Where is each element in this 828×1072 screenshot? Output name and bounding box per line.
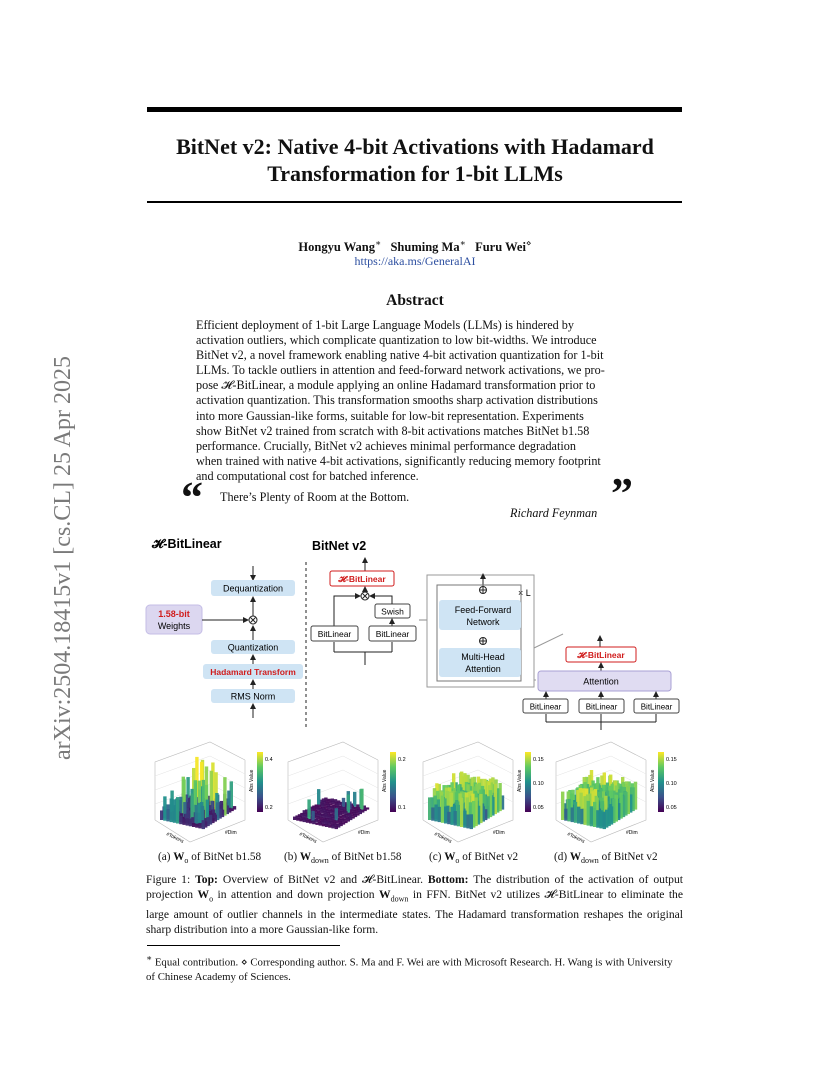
subcaption-subscript: down xyxy=(311,856,329,866)
footnote-mark: ∗ xyxy=(146,953,153,963)
bitnet-v2-title: BitNet v2 xyxy=(312,539,367,553)
colorbar-tick: 0.05 xyxy=(533,805,544,811)
bitlinear-label: BitLinear xyxy=(317,629,352,639)
author-name: Hongyu Wang xyxy=(298,240,375,255)
caption-text: The distribution of the activation of output projection xyxy=(146,873,683,902)
subcaption-prefix: (c) xyxy=(429,851,445,863)
colorbar xyxy=(390,752,396,812)
subcaption-d xyxy=(554,851,658,865)
dim-axis-label: #Dim xyxy=(225,830,237,836)
attention-label: Attention xyxy=(583,676,619,687)
author-mark: ∗ xyxy=(374,238,382,248)
dim-axis-label: #Dim xyxy=(358,830,370,836)
mha-label: Attention xyxy=(465,664,501,674)
abstract-line: performance. Crucially, BitNet v2 achieves minimal performance degradation xyxy=(196,438,576,453)
mha-label: Multi-Head xyxy=(461,652,505,662)
bitlinear-label: BitLinear xyxy=(585,702,618,712)
caption-text: in FFN. BitNet v2 utilizes 𝓗-BitLinear to eliminate the large amount of outlier channels in the intermediate states. The Hadamard transformation reshapes the original sharp distribution into a more Gaussian-like form. xyxy=(146,888,683,936)
swish-label: Swish xyxy=(381,606,404,617)
colorbar-tick: 0.1 xyxy=(398,805,406,811)
caption-label: Figure 1: xyxy=(146,873,196,886)
title-top-rule xyxy=(147,107,682,112)
abstract-line: activation outliers, which complicate quantization to low bit-widths. We introduce xyxy=(196,333,597,348)
tokens-axis-label: #Tokens xyxy=(298,831,318,845)
colorbar-tick: 0.2 xyxy=(398,757,406,763)
surface-plot xyxy=(155,742,273,845)
caption-text: Overview of BitNet v2 and 𝓗-BitLinear. xyxy=(217,873,428,886)
caption-subscript: down xyxy=(390,894,409,904)
colorbar xyxy=(257,752,263,812)
footnote-text: Equal contribution. ⋄ Corresponding author. S. Ma and F. Wei are with Microsoft Research. H. Wang is with University of Chinese Academy of Sciences. xyxy=(146,956,673,983)
subcaption-text: of BitNet b1.58 xyxy=(188,851,262,863)
subcaption-subscript: o xyxy=(455,856,460,866)
surface-plot xyxy=(556,742,677,845)
hbitlinear-title: 𝓗-BitLinear xyxy=(152,537,222,551)
tokens-axis-label: #Tokens xyxy=(165,831,185,845)
bitlinear-label: BitLinear xyxy=(529,702,562,712)
caption-top-label: Top: xyxy=(195,873,218,886)
author-name: Furu Wei xyxy=(475,240,526,255)
repeat-label: × L xyxy=(518,588,531,598)
abstract-line: pose 𝓗-BitLinear, a module applying an online Hadamard transformation prior to xyxy=(196,378,596,393)
subcaption-prefix: (b) xyxy=(284,851,300,863)
caption-subscript: o xyxy=(209,894,214,904)
dim-axis-label: #Dim xyxy=(626,830,638,836)
hbitlinear-right-label: 𝓗-BitLinear xyxy=(577,650,625,660)
weights-bits-label: 1.58-bit xyxy=(158,609,190,619)
hbitlinear-top-label: 𝓗-BitLinear xyxy=(338,574,386,584)
colorbar-tick: 0.10 xyxy=(533,781,544,787)
colorbar-axis-label: Abs Value xyxy=(517,769,523,792)
caption-symbol: W xyxy=(379,888,391,902)
title-line-2: Transformation for 1-bit LLMs xyxy=(267,161,563,186)
subcaption-text: of BitNet v2 xyxy=(459,851,519,863)
subcaption-prefix: (a) xyxy=(158,851,174,863)
abstract-line: into more Gaussian-like forms, suitable for low-bit representation. Experiments xyxy=(196,408,584,423)
colorbar-axis-label: Abs Value xyxy=(249,769,255,792)
author-mark: ∗ xyxy=(459,238,466,248)
quote-close-mark: ” xyxy=(611,469,633,518)
abstract-line: LLMs. To tackle outliers in attention and feed-forward network activations, we pro- xyxy=(196,363,605,378)
subcaption-symbol: W xyxy=(444,851,456,863)
surface-plot xyxy=(288,742,406,845)
footnote-rule xyxy=(147,945,340,946)
activation-plots xyxy=(155,742,677,845)
author-mark: ⋄ xyxy=(525,238,532,248)
quantization-label: Quantization xyxy=(227,642,279,653)
weights-label: Weights xyxy=(157,621,191,631)
caption-text: in attention and down projection xyxy=(213,888,380,902)
subcaption-symbol: W xyxy=(299,851,312,863)
hadamard-label: Hadamard Transform xyxy=(210,667,296,677)
colorbar-axis-label: Abs Value xyxy=(650,769,656,792)
colorbar-tick: 0.15 xyxy=(666,757,677,763)
footnote xyxy=(146,951,683,984)
title-bottom-rule xyxy=(147,201,682,203)
subcaption-symbol: W xyxy=(173,851,185,863)
epigraph-quote: There’s Plenty of Room at the Bottom. xyxy=(220,490,410,504)
abstract-body xyxy=(196,318,633,484)
paper-title xyxy=(120,133,710,187)
arxiv-stamp-text: arXiv:2504.18415v1 [cs.CL] 25 Apr 2025 xyxy=(50,356,76,760)
surface-plot xyxy=(423,742,544,845)
colorbar-tick: 0.15 xyxy=(533,757,544,763)
abstract-heading: Abstract xyxy=(386,292,444,309)
quote-open-mark: “ xyxy=(181,473,203,522)
abstract-line: BitNet v2, a novel framework enabling native 4-bit activation quantization for 1-bit xyxy=(196,348,604,363)
colorbar-tick: 0.05 xyxy=(666,805,677,811)
dim-axis-label: #Dim xyxy=(493,830,505,836)
bitlinear-label: BitLinear xyxy=(640,702,673,712)
ffn-label: Feed-Forward xyxy=(454,605,512,615)
author-name: Shuming Ma xyxy=(390,240,460,255)
project-link[interactable]: https://aka.ms/GeneralAI xyxy=(354,254,476,268)
title-line-1: BitNet v2: Native 4-bit Activations with Hadamard xyxy=(176,134,654,159)
figure-1 xyxy=(0,530,828,870)
bitlinear-label: BitLinear xyxy=(375,629,410,639)
rmsnorm-label: RMS Norm xyxy=(230,691,276,702)
subcaption-subscript: o xyxy=(184,856,189,866)
subcaption-c xyxy=(429,851,518,865)
figure-caption xyxy=(146,872,683,937)
colorbar-tick: 0.4 xyxy=(265,757,273,763)
tokens-axis-label: #Tokens xyxy=(433,831,453,845)
colorbar xyxy=(525,752,531,812)
subcaption-prefix: (d) xyxy=(554,851,570,863)
caption-symbol: W xyxy=(197,888,210,902)
abstract-line: and computational cost for batched inference. xyxy=(196,468,419,483)
caption-bottom-label: Bottom: xyxy=(427,873,469,886)
abstract-line: Efficient deployment of 1-bit Large Language Models (LLMs) is hindered by xyxy=(196,318,574,332)
subcaption-text: of BitNet v2 xyxy=(598,851,658,863)
subcaption-subscript: down xyxy=(581,856,599,866)
subcaption-a xyxy=(158,851,261,865)
epigraph-author: Richard Feynman xyxy=(510,506,598,520)
abstract-line: activation quantization. This transformation smooths sharp activation distributions xyxy=(196,393,598,408)
ffn-label: Network xyxy=(466,617,500,627)
abstract-line: show BitNet v2 trained from scratch with 8-bit activations matches BitNet b1.58 xyxy=(196,423,590,438)
subcaption-b xyxy=(284,851,402,865)
subcaption-symbol: W xyxy=(569,851,582,863)
author-list xyxy=(150,238,680,255)
dequantization-label: Dequantization xyxy=(222,583,284,594)
tokens-axis-label: #Tokens xyxy=(566,831,586,845)
colorbar-axis-label: Abs Value xyxy=(382,769,388,792)
abstract-line: when trained with native 4-bit activations, significantly reducing memory footprint xyxy=(196,453,601,468)
colorbar xyxy=(658,752,664,812)
subcaption-text: of BitNet b1.58 xyxy=(328,851,402,863)
colorbar-tick: 0.2 xyxy=(265,805,273,811)
colorbar-tick: 0.10 xyxy=(666,781,677,787)
